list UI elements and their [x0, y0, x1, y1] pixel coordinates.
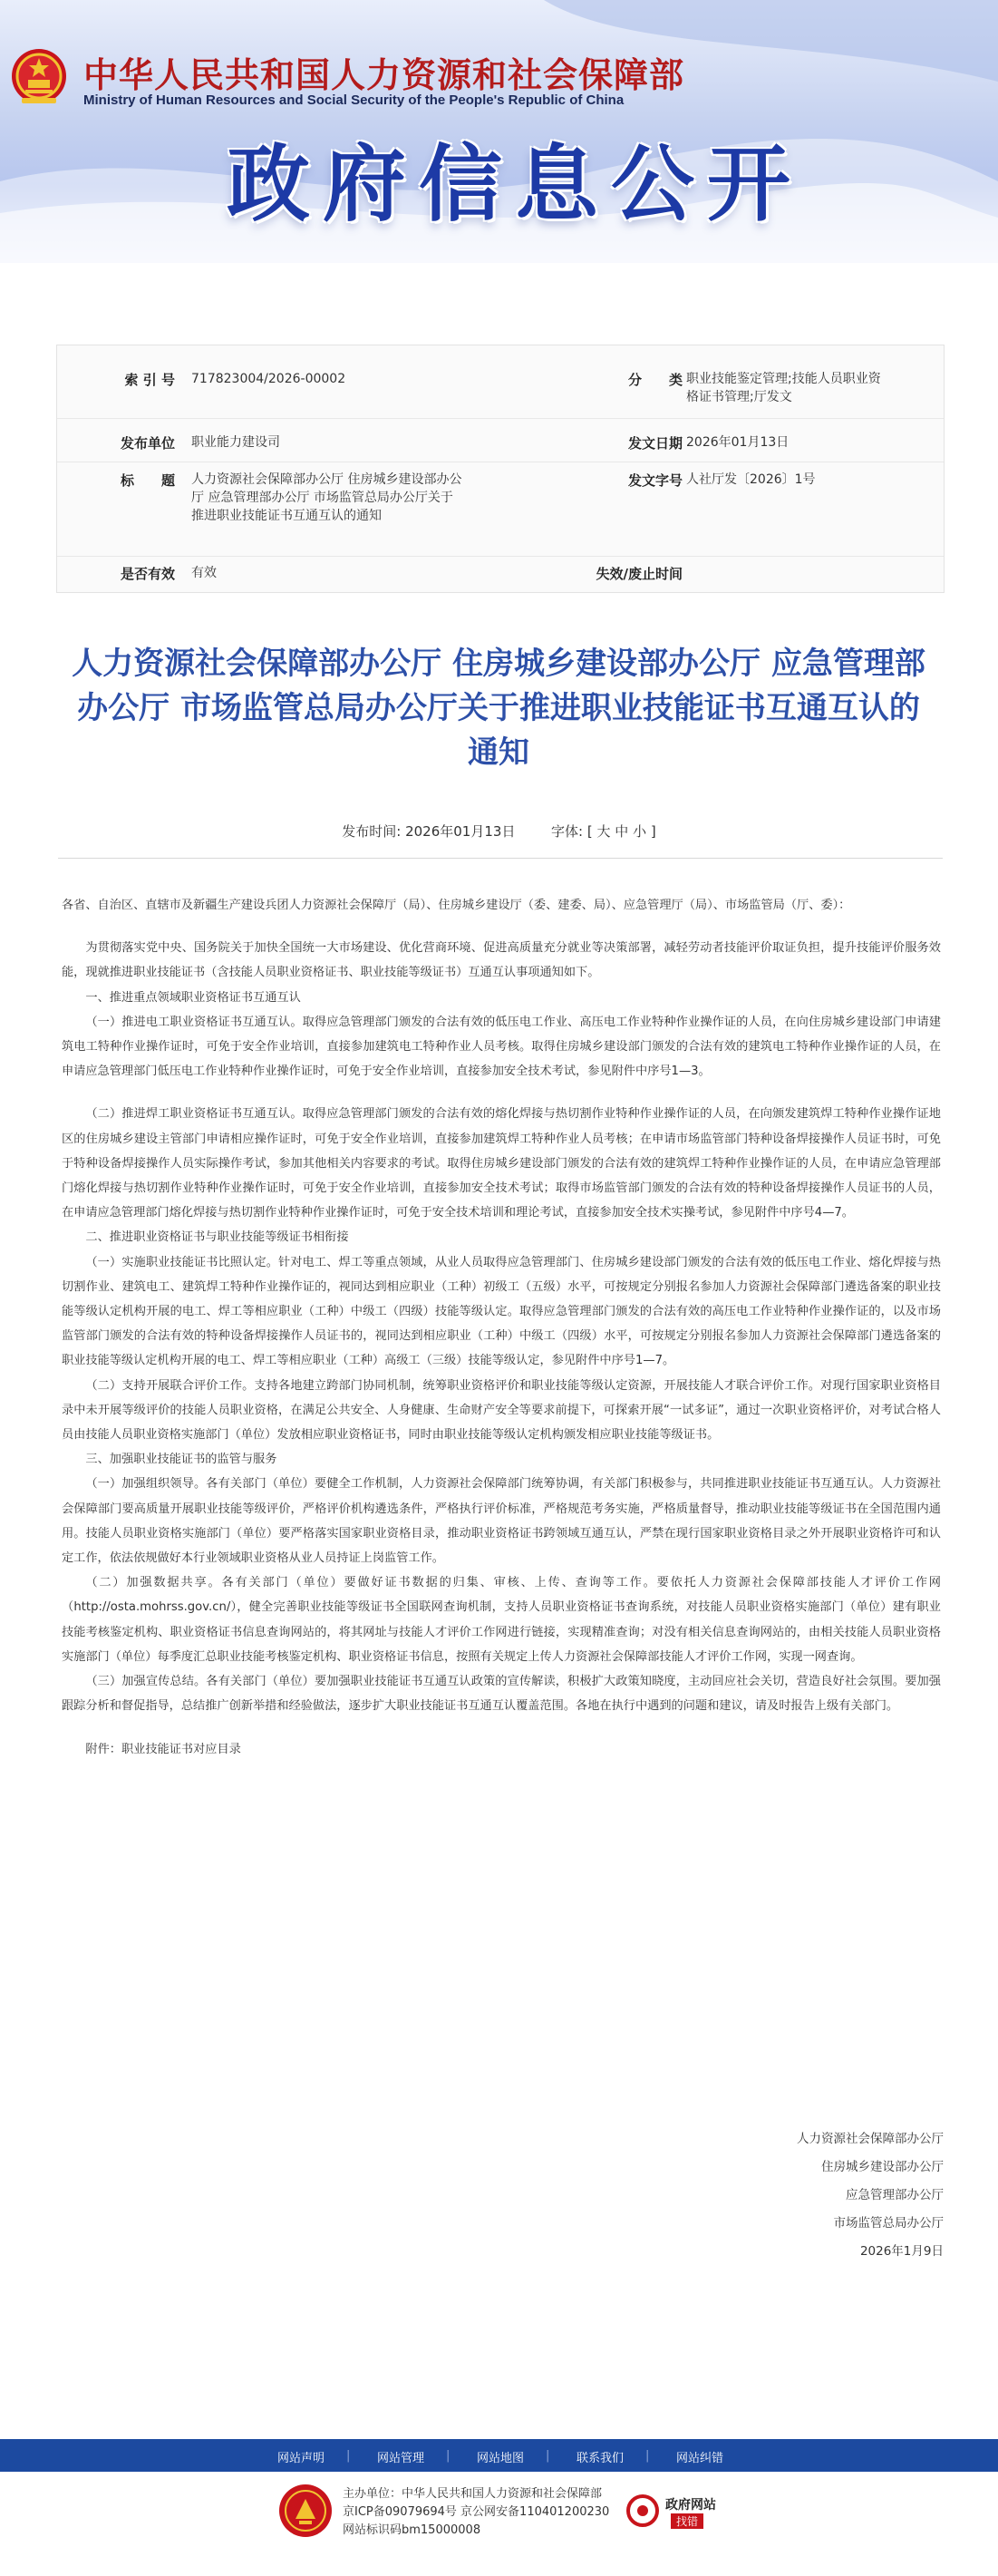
gov-logo-sub: 找错	[671, 2513, 703, 2529]
ministry-name-cn: 中华人民共和国人力资源和社会保障部	[83, 55, 685, 95]
publish-info	[0, 821, 998, 841]
row-divider	[57, 418, 944, 419]
salutation: 各省、自治区、直辖市及新疆生产建设兵团人力资源社会保障厅（局）、住房城乡建设厅（委、建委、局）、应急管理厅（局）、市场监管局（厅、委）：	[62, 899, 851, 912]
signing-org: 市场监管总局办公厅	[833, 2216, 944, 2231]
date-label: 发文日期	[627, 435, 683, 452]
docno-label: 发文字号	[627, 472, 683, 489]
title-divider	[58, 858, 943, 859]
date-value: 2026年01月13日	[686, 435, 790, 450]
title-label: 标 题	[120, 472, 175, 489]
gov-logo-text: 政府网站	[665, 2498, 716, 2513]
ministry-name-en: Ministry of Human Resources and Social Security of the People's Republic of China	[83, 92, 625, 108]
signature-block	[797, 2125, 944, 2266]
footer-sponsor: 主办单位：中华人民共和国人力资源和社会保障部	[343, 2487, 603, 2501]
font-size-label: 字体:	[551, 823, 584, 840]
signing-org: 应急管理部办公厅	[846, 2188, 944, 2202]
nav-item-contact[interactable]: 联系我们	[577, 2452, 625, 2465]
paragraph: （一）推进电工职业资格证书互通互认。取得应急管理部门颁发的合法有效的低压电工作业、高压电工作业特种作业操作证的人员，在向住房城乡建设部门申请建筑电工特种作业操作证时，可免于安全作业培训，直接参加建筑电工特种作业人员考核。取得住房城乡建设部门颁发的合法有效的建筑电工特种作业操作证的人员，在申请应急管理部门低压电工作业特种作业操作证时，可免于安全作业培训，直接参加安全技术考试，参见附件中序号1—3。	[62, 1015, 941, 1079]
font-size-large-link[interactable]: 大	[596, 823, 611, 840]
font-size-small-link[interactable]: 小	[633, 823, 647, 840]
paragraph: （二）推进焊工职业资格证书互通互认。取得应急管理部门颁发的合法有效的熔化焊接与热切割作业特种作业操作证的人员，在向颁发建筑焊工特种作业操作证地区的住房城乡建设主管部门申请相应操作证时，可免于安全作业培训，直接参加建筑焊工特种作业人员考核；在申请市场监管部门特种设备焊接操作人员证书时，可免于特种设备焊接操作人员实际操作考试，参加其他相关内容要求的考试。取得住房城乡建设部门颁发的合法有效的建筑焊工特种作业操作证的人员，在申请应急管理部门熔化焊接与热切割作业特种作业操作证时，可免于安全作业培训，直接参加安全技术考试；取得市场监管部门颁发的合法有效的特种设备焊接操作人员证书的人员，在申请应急管理部门熔化焊接与热切割作业特种作业操作证时，可免于安全技术培训和理论考试，直接参加安全技术实操考试，参见附件中序号4—7。	[62, 1107, 941, 1220]
font-size-close-bracket: ]	[650, 823, 656, 840]
section-heading: 三、加强职业技能证书的监管与服务	[85, 1453, 277, 1467]
category-value: 职业技能鉴定管理;技能人员职业资格证书管理;厅发文	[686, 372, 881, 404]
paragraph: （二）加强数据共享。各有关部门（单位）要做好证书数据的归集、审核、上传、查询等工作。要依托人力资源社会保障部技能人才评价工作网（http://osta.mohrss.gov.cn/），健全完善职业技能等级证书全国联网查询机制，支持人员职业资格证书查询系统，对技能人员职业资格实施部门（单位）建有职业技能考核鉴定机构、职业资格证书信息查询网站的，将其网址与技能人才评价工作网进行链接，实现精准查询；对没有相关信息查询网站的，由相关技能人员职业资格实施部门（单位）每季度汇总职业技能考核鉴定机构、职业资格证书信息，按照有关规定上传人力资源社会保障部技能人才评价工作网，实现一网查询。	[62, 1576, 941, 1664]
signing-date: 2026年1月9日	[859, 2244, 944, 2259]
category-label: 分 类	[627, 372, 683, 388]
index-label: 索 引 号	[124, 372, 175, 388]
paragraph: （二）支持开展联合评价工作。支持各地建立跨部门协同机制，统筹职业资格评价和职业技能等级认定资源，开展技能人才联合评价工作。对现行国家职业资格目录中未开展等级评价的技能人员职业资格，在满足公共安全、人身健康、生命财产安全等要求前提下，可探索开展“一试多证”，通过一次职业资格评价，对考试合格人员由技能人员职业资格实施部门（单位）发放相应职业资格证书，同时由职业技能等级认定机构颁发相应职业技能等级证书。	[62, 1378, 941, 1443]
footer-info	[343, 2485, 609, 2540]
party-building-logo-icon	[277, 2483, 334, 2539]
font-size-open-bracket: [	[586, 823, 593, 840]
font-size-medium-link[interactable]: 中	[615, 823, 629, 840]
site-footer	[0, 2472, 998, 2576]
nav-item-sitemap[interactable]: 网站地图	[477, 2452, 525, 2465]
issuer-label: 发布单位	[120, 435, 175, 452]
nav-item-statement[interactable]: 网站声明	[277, 2452, 325, 2465]
footer-nav: 网站声明 | 网站管理 | 网站地图 | 联系我们 | 网站纠错	[0, 2439, 998, 2472]
attachment-link[interactable]: 附件：职业技能证书对应目录	[85, 1742, 241, 1756]
document-metadata-table	[56, 345, 945, 593]
valid-label: 是否有效	[120, 566, 175, 582]
signing-org: 住房城乡建设部办公厅	[821, 2160, 944, 2174]
section-title: 政府信息公开	[227, 136, 804, 233]
nav-item-management[interactable]: 网站管理	[377, 2452, 425, 2465]
publish-label: 发布时间:	[342, 823, 402, 840]
gov-website-error-report-badge[interactable]	[625, 2493, 743, 2530]
section-heading: 二、推进职业资格证书与职业技能等级证书相衔接	[85, 1230, 349, 1245]
gov-site-icon	[625, 2493, 660, 2528]
font-size-switcher	[551, 823, 656, 840]
paragraph: （一）加强组织领导。各有关部门（单位）要健全工作机制，人力资源社会保障部门统筹协调，有关部门积极参与，共同推进职业技能证书互通互认。人力资源社会保障部门要高质量开展职业技能等级评价，严格评价机构遴选条件，严格执行评价标准，严格规范考务实施，严格质量督导，推动职业技能等级证书在全国范围内通用。技能人员职业资格实施部门（单位）要严格落实国家职业资格目录，推动职业资格证书跨领域互通互认，严禁在现行国家职业资格目录之外开展职业资格许可和认定工作，依法依规做好本行业领域职业资格从业人员持证上岗监管工作。	[62, 1477, 941, 1566]
signing-org: 人力资源社会保障部办公厅	[797, 2132, 944, 2146]
section-heading: 一、推进重点领域职业资格证书互通互认	[85, 990, 301, 1005]
document-body	[62, 893, 941, 1762]
docno-value: 人社厅发〔2026〕1号	[686, 472, 816, 487]
document-title: 人力资源社会保障部办公厅 住房城乡建设部办公厅 应急管理部办公厅 市场监管总局办公厅关于推进职业技能证书互通互认的通知	[72, 646, 925, 771]
valid-value: 有效	[191, 566, 217, 580]
paragraph: （三）加强宣传总结。各有关部门（单位）要加强职业技能证书互通互认政策的宣传解读，积极扩大政策知晓度，主动回应社会关切，营造良好社会氛围。要加强跟踪分析和督促指导，总结推广创新举措和经验做法，逐步扩大职业技能证书互通互认覆盖范围。各地在执行中遇到的问题和建议，请及时报告上级有关部门。	[62, 1675, 941, 1714]
index-value: 717823004/2026-00002	[191, 372, 346, 386]
title-value: 人力资源社会保障部办公厅 住房城乡建设部办公厅 应急管理部办公厅 市场监管总局办公厅关于推进职业技能证书互通互认的通知	[191, 472, 462, 523]
site-header	[0, 0, 998, 263]
national-emblem-icon	[9, 45, 69, 109]
footer-site-id: 网站标识码bm15000008	[343, 2523, 481, 2537]
row-divider	[57, 556, 944, 557]
footer-icp: 京ICP备09079694号 京公网安备110401200230	[343, 2505, 610, 2519]
paragraph: 为贯彻落实党中央、国务院关于加快全国统一大市场建设、优化营商环境、促进高质量充分就业等决策部署，减轻劳动者技能评价取证负担，提升技能评价服务效能，现就推进职业技能证书（含技能人员职业资格证书、职业技能等级证书）互通互认事项通知如下。	[62, 941, 941, 980]
expire-label: 失效/废止时间	[596, 566, 683, 582]
issuer-value: 职业能力建设司	[191, 435, 280, 450]
nav-item-error-report[interactable]: 网站纠错	[676, 2452, 724, 2465]
paragraph: （一）实施职业技能证书比照认定。针对电工、焊工等重点领域，从业人员取得应急管理部门、住房城乡建设部门颁发的合法有效的低压电工作业、熔化焊接与热切割作业、建筑电工、建筑焊工特种作业操作证的，视同达到相应职业（工种）初级工（五级）水平，可按规定分别报名参加人力资源社会保障部门遴选备案的职业技能等级认定机构开展的电工、焊工等相应职业（工种）中级工（四级）技能等级认定。取得应急管理部门颁发的合法有效的高压电工作业特种作业操作证的，以及市场监管部门颁发的合法有效的特种设备焊接操作人员证书的，视同达到相应职业（工种）中级工（四级）水平，可按规定分别报名参加人力资源社会保障部门遴选备案的职业技能等级认定机构开展的电工、焊工等相应职业（工种）高级工（三级）技能等级认定，参见附件中序号1—7。	[62, 1255, 941, 1368]
publish-date: 2026年01月13日	[405, 823, 516, 840]
